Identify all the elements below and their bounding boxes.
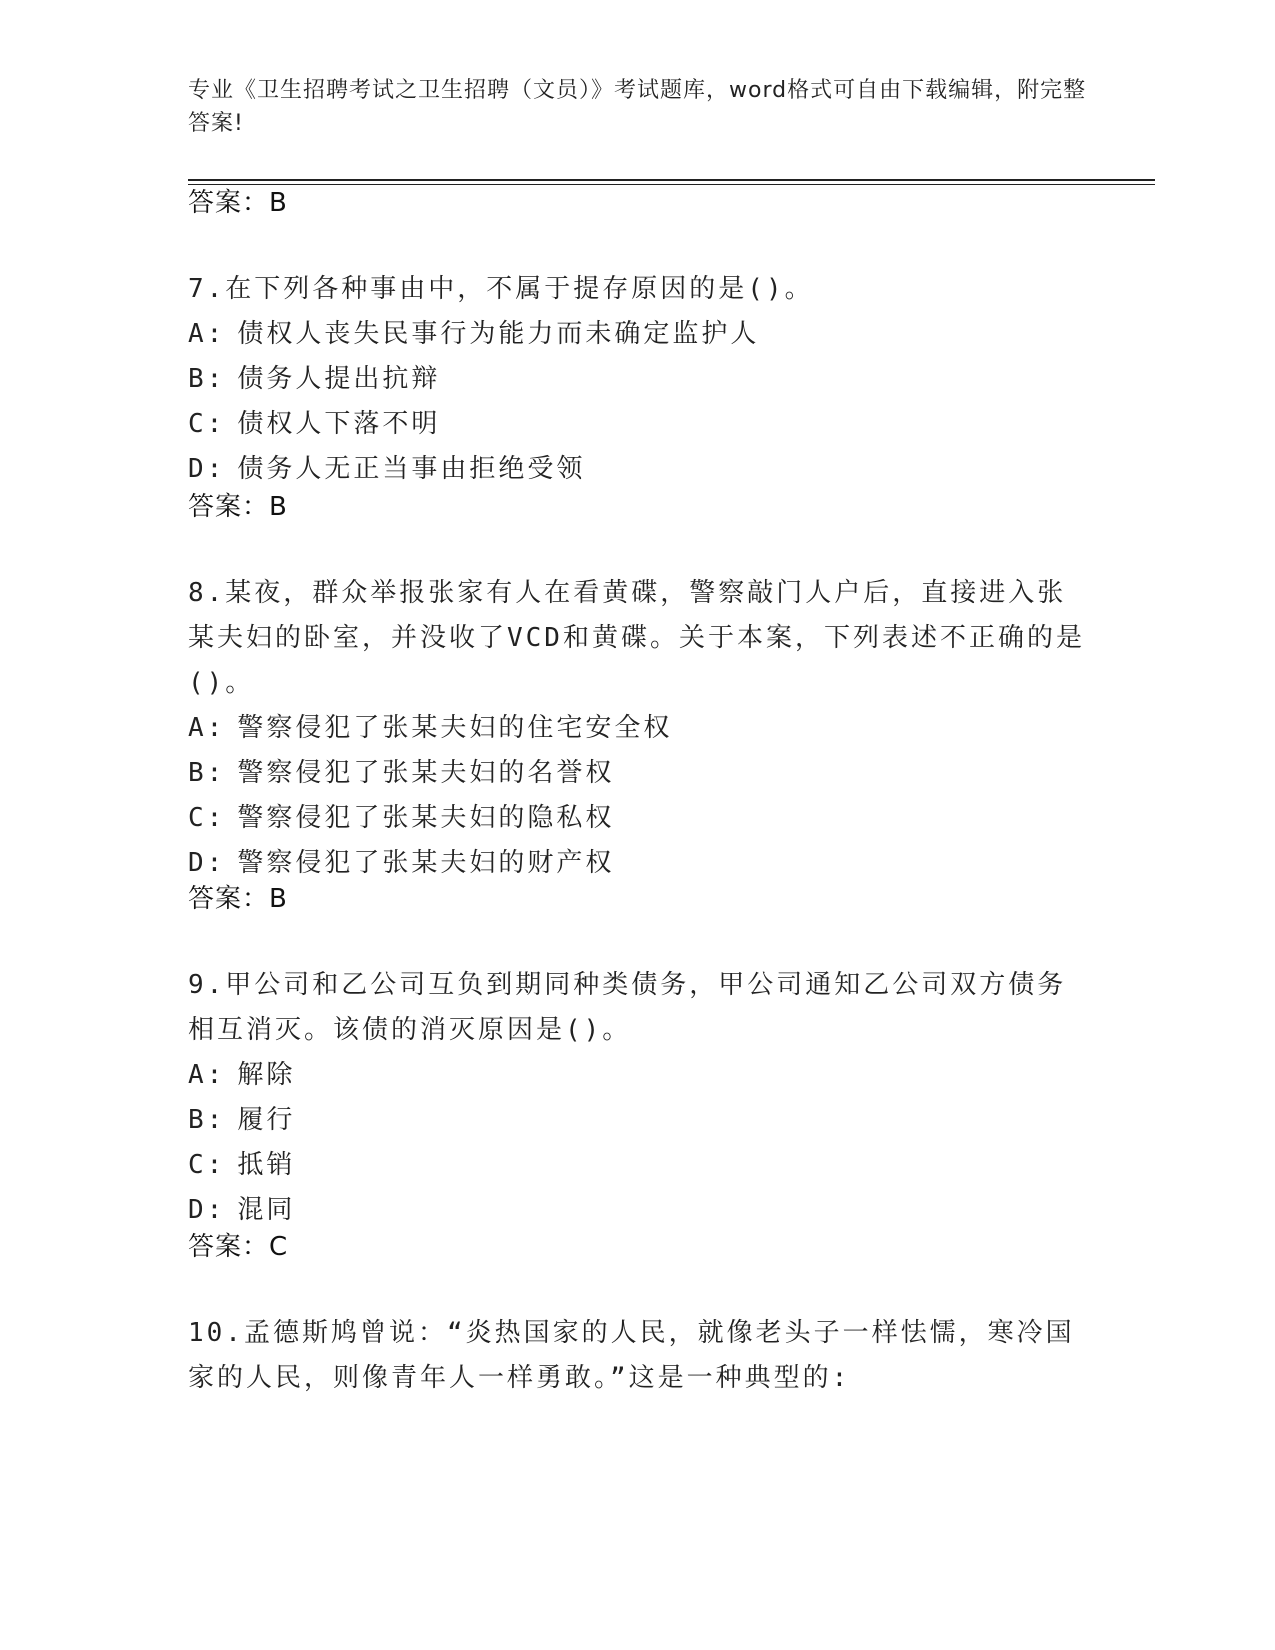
option-a	[188, 312, 1088, 357]
answer-8: 答案：B	[188, 884, 288, 914]
option-key: C:	[188, 1150, 226, 1180]
header-title: 专业《卫生招聘考试之卫生招聘（文员）》考试题库，word格式可自由下载编辑，附完整答案!	[188, 78, 1087, 136]
option-text: 混同	[237, 1195, 296, 1225]
question-10	[188, 1311, 1088, 1401]
option-text: 债权人丧失民事行为能力而未确定监护人	[237, 319, 760, 349]
option-key: B:	[188, 758, 226, 788]
option-key: D:	[188, 454, 226, 484]
option-c	[188, 402, 1088, 447]
question-stem: 10.孟德斯鸠曾说：“炎热国家的人民，就像老头子一样怯懦，寒冷国家的人民，则像青年人一样勇敢。”这是一种典型的:	[188, 1318, 1075, 1393]
option-text: 警察侵犯了张某夫妇的名誉权	[237, 758, 615, 788]
option-a	[188, 706, 1088, 751]
header-divider-thin	[188, 184, 1155, 185]
option-text: 警察侵犯了张某夫妇的住宅安全权	[237, 713, 673, 743]
option-key: D:	[188, 848, 226, 878]
answer-7: 答案：B	[188, 492, 288, 522]
option-key: A:	[188, 1060, 226, 1090]
option-text: 警察侵犯了张某夫妇的隐私权	[237, 803, 615, 833]
option-key: A:	[188, 319, 226, 349]
option-text: 债务人无正当事由拒绝受领	[237, 454, 586, 484]
option-c	[188, 1143, 1088, 1188]
option-text: 履行	[237, 1105, 296, 1135]
option-d	[188, 1188, 1088, 1233]
option-d	[188, 447, 1088, 492]
option-key: A:	[188, 713, 226, 743]
header-divider	[188, 179, 1155, 181]
option-d	[188, 841, 1088, 886]
option-key: D:	[188, 1195, 226, 1225]
option-key: B:	[188, 1105, 226, 1135]
question-7	[188, 267, 1088, 492]
question-9	[188, 963, 1088, 1233]
option-b	[188, 1098, 1088, 1143]
page-header	[188, 74, 1088, 140]
question-stem: 8.某夜，群众举报张家有人在看黄碟，警察敲门人户后，直接进入张某夫妇的卧室，并没收了VCD和黄碟。关于本案，下列表述不正确的是()。	[188, 578, 1085, 698]
option-key: C:	[188, 803, 226, 833]
option-text: 解除	[237, 1060, 296, 1090]
question-8	[188, 571, 1088, 886]
option-text: 债务人提出抗辩	[237, 364, 441, 394]
answer-9: 答案：C	[188, 1232, 289, 1262]
option-key: C:	[188, 409, 226, 439]
option-key: B:	[188, 364, 226, 394]
option-c	[188, 796, 1088, 841]
option-b	[188, 751, 1088, 796]
option-a	[188, 1053, 1088, 1098]
question-stem: 7.在下列各种事由中，不属于提存原因的是()。	[188, 274, 814, 304]
answer-prev: 答案：B	[188, 188, 288, 218]
question-stem: 9.甲公司和乙公司互负到期同种类债务，甲公司通知乙公司双方债务相互消灭。该债的消灭原因是()。	[188, 970, 1067, 1045]
option-b	[188, 357, 1088, 402]
option-text: 警察侵犯了张某夫妇的财产权	[237, 848, 615, 878]
option-text: 抵销	[237, 1150, 296, 1180]
option-text: 债权人下落不明	[237, 409, 441, 439]
